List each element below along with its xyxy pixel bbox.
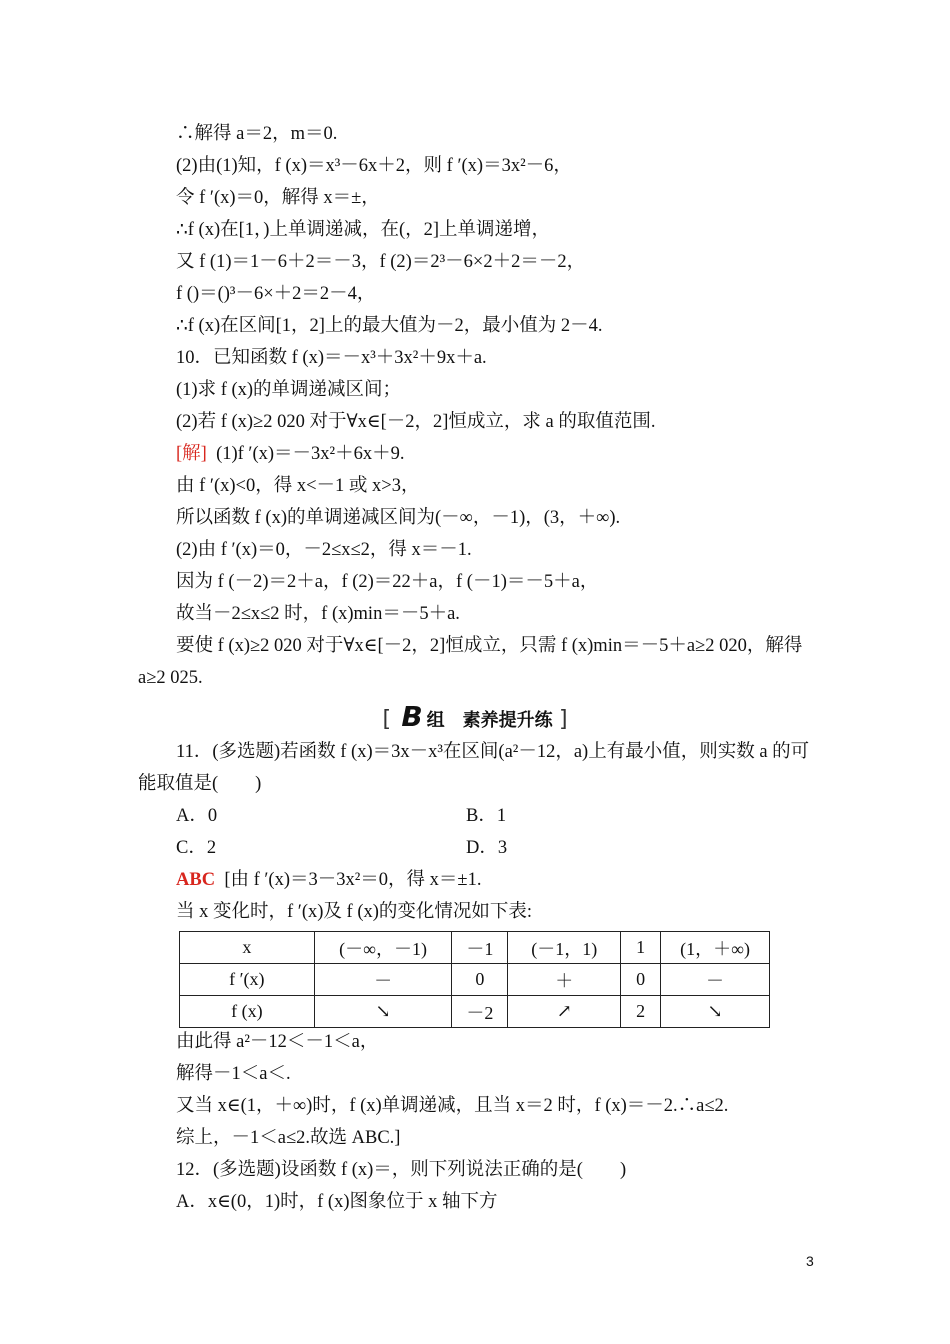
table-cell: x <box>180 932 315 964</box>
solution-line: ∴解得 a＝2，m＝0. <box>176 124 338 144</box>
solution-line: (2)由(1)知，f (x)＝x³－6x＋2，则 f ′(x)＝3x²－6， <box>176 156 572 176</box>
table-cell: ↘ <box>314 996 452 1028</box>
solution-line: 令 f ′(x)＝0，解得 x＝±， <box>176 188 380 208</box>
solution-line: 因为 f (－2)＝2＋a，f (2)＝22＋a，f (－1)＝－5＋a， <box>176 572 599 592</box>
table-cell: 1 <box>621 932 661 964</box>
option-d: D．3 <box>466 838 508 858</box>
solution-line: ∴f (x)在区间[1，2]上的最大值为－2，最小值为 2－4. <box>176 316 603 336</box>
option-a: A．0 <box>176 806 218 826</box>
answer-text: [由 f ′(x)＝3－3x²＝0，得 x＝±1. <box>224 870 482 890</box>
question-10-part-2: (2)若 f (x)≥2 020 对于∀x∈[－2，2]恒成立，求 a 的取值范围. <box>176 412 656 432</box>
solution-line: 又当 x∈(1，＋∞)时，f (x)单调递减，且当 x＝2 时，f (x)＝－2.∴a≤2. <box>176 1096 729 1116</box>
solution-line: 由 f ′(x)<0，得 x<－1 或 x>3， <box>176 476 420 496</box>
table-cell: ↘ <box>661 996 770 1028</box>
section-header <box>0 700 950 733</box>
solution-line: 综上，－1＜a≤2.故选 ABC.] <box>176 1128 401 1148</box>
solution-line: ∴f (x)在[1，)上单调递减，在(，2]上单调递增， <box>176 220 551 240</box>
solution-line: 由此得 a²－12＜－1＜a， <box>176 1032 379 1052</box>
option-b: B．1 <box>466 806 507 826</box>
table-row <box>180 964 770 996</box>
question-10-stem: 10．已知函数 f (x)＝－x³＋3x²＋9x＋a. <box>176 348 487 368</box>
bracket-right: ] <box>558 707 568 732</box>
option-a: A．x∈(0，1)时，f (x)图象位于 x 轴下方 <box>176 1192 498 1212</box>
option-c: C．2 <box>176 838 217 858</box>
bracket-left: [ <box>382 707 392 732</box>
solution-line: 解得－1＜a＜. <box>176 1064 291 1084</box>
table-cell: － <box>661 964 770 996</box>
solution-line: (2)由 f ′(x)＝0，－2≤x≤2，得 x＝－1. <box>176 540 472 560</box>
table-row <box>180 996 770 1028</box>
table-intro: 当 x 变化时，f ′(x)及 f (x)的变化情况如下表: <box>176 902 533 922</box>
solution-text: (1)f ′(x)＝－3x²＋6x＋9. <box>216 444 405 464</box>
table-cell: 2 <box>621 996 661 1028</box>
question-10-part-1: (1)求 f (x)的单调递减区间； <box>176 380 402 400</box>
variation-table <box>179 931 770 1028</box>
question-11-stem: 11．(多选题)若函数 f (x)＝3x－x³在区间(a²－12，a)上有最小值，则实数 a 的可 <box>176 742 810 762</box>
solution-line: a≥2 025. <box>138 668 203 688</box>
table-cell: ↗ <box>508 996 621 1028</box>
question-11-stem-cont: 能取值是( ) <box>138 774 262 794</box>
answer-line <box>176 868 481 892</box>
solution-tag: [解] <box>176 444 207 464</box>
table-row <box>180 932 770 964</box>
solution-line: 故当－2≤x≤2 时，f (x)min＝－5＋a. <box>176 604 460 624</box>
question-12-stem: 12．(多选题)设函数 f (x)＝，则下列说法正确的是( ) <box>176 1160 627 1180</box>
section-title: 组 素养提升练 <box>426 710 553 731</box>
solution-line: 所以函数 f (x)的单调递减区间为(－∞，－1)，(3，＋∞). <box>176 508 621 528</box>
table-cell: (1，＋∞) <box>661 932 770 964</box>
table-cell: －1 <box>452 932 508 964</box>
solution-line: f ()＝()³－6×＋2＝2－4， <box>176 284 376 304</box>
solution-line <box>176 442 404 466</box>
table-cell: 0 <box>452 964 508 996</box>
table-cell: －2 <box>452 996 508 1028</box>
table-cell: f (x) <box>180 996 315 1028</box>
table-cell: f ′(x) <box>180 964 315 996</box>
page-number: 3 <box>806 1253 814 1269</box>
table-cell: (－1，1) <box>508 932 621 964</box>
table-cell: ＋ <box>508 964 621 996</box>
answer-key: ABC <box>176 870 216 890</box>
group-letter: B <box>401 700 423 733</box>
table-cell: － <box>314 964 452 996</box>
table-cell: (－∞，－1) <box>314 932 452 964</box>
solution-line: 又 f (1)＝1－6＋2＝－3，f (2)＝2³－6×2＋2＝－2， <box>176 252 586 272</box>
table-cell: 0 <box>621 964 661 996</box>
solution-line: 要使 f (x)≥2 020 对于∀x∈[－2，2]恒成立，只需 f (x)min＝－5＋a≥2 020，解得 <box>176 636 803 656</box>
